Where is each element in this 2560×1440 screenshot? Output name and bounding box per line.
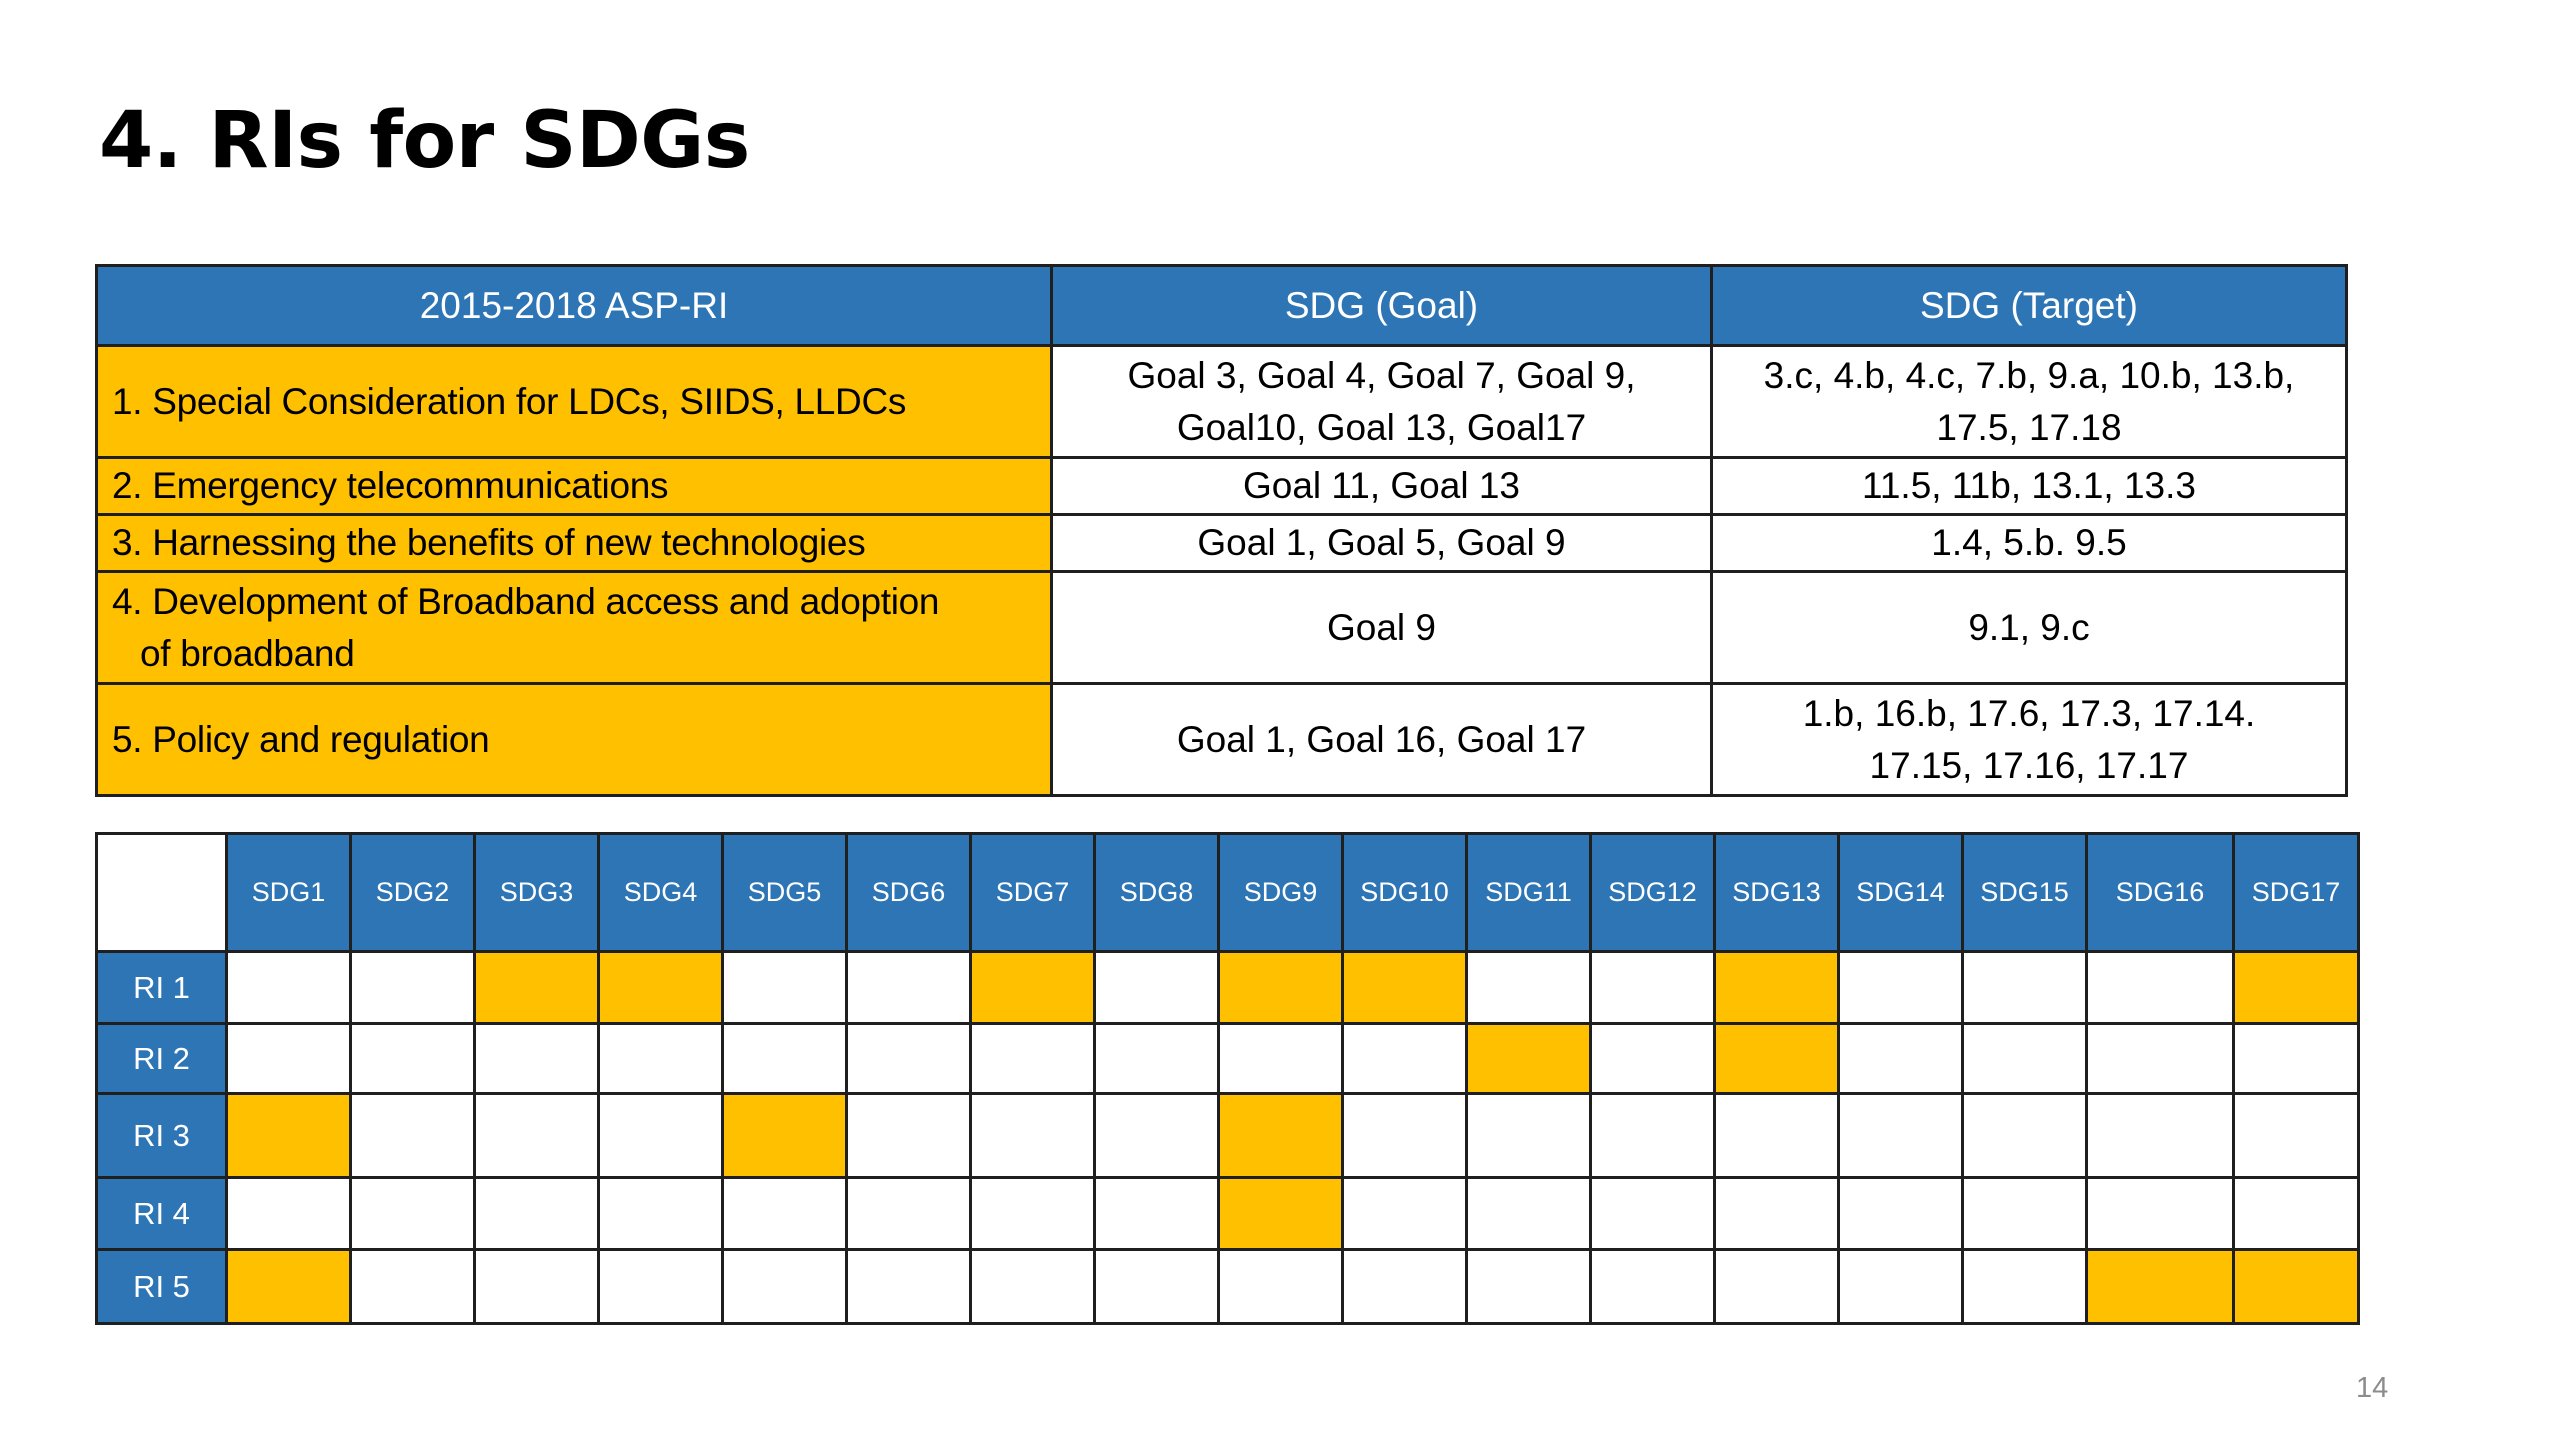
grid-row (97, 1024, 2359, 1094)
grid-cell (1715, 1178, 1839, 1250)
grid-cell (2087, 1024, 2234, 1094)
grid-column-header: SDG8 (1095, 834, 1219, 952)
grid-cell (1963, 1024, 2087, 1094)
grid-cell (971, 1094, 1095, 1178)
sdg-target-cell (1712, 346, 2347, 458)
grid-cell (599, 1178, 723, 1250)
grid-cell (1591, 952, 1715, 1024)
table-row (97, 684, 2347, 796)
header-sdg-goal: SDG (Goal) (1052, 266, 1712, 346)
sdg-target-cell: 9.1, 9.c (1712, 572, 2347, 684)
ri-name-text-continued: of broadband (140, 632, 355, 674)
grid-cell-highlighted (1219, 952, 1343, 1024)
grid-cell-highlighted (1715, 952, 1839, 1024)
grid-column-header: SDG7 (971, 834, 1095, 952)
grid-cell (1715, 1094, 1839, 1178)
grid-column-header: SDG16 (2087, 834, 2234, 952)
grid-cell (1963, 1178, 2087, 1250)
grid-cell (351, 952, 475, 1024)
grid-cell (1343, 1178, 1467, 1250)
ri-name-text: 5. Policy and regulation (112, 718, 490, 760)
grid-cell (1839, 1250, 1963, 1324)
grid-column-header: SDG12 (1591, 834, 1715, 952)
grid-cell (1839, 952, 1963, 1024)
grid-cell-highlighted (1715, 1024, 1839, 1094)
grid-cell (1467, 952, 1591, 1024)
target-line: 17.15, 17.16, 17.17 (1869, 744, 2189, 786)
table-row (97, 458, 2347, 515)
sdg-goal-cell: Goal 9 (1052, 572, 1712, 684)
grid-cell (2087, 952, 2234, 1024)
ri-name-cell (97, 346, 1052, 458)
sdg-target-cell (1712, 684, 2347, 796)
grid-cell (599, 1250, 723, 1324)
grid-cell (1343, 1250, 1467, 1324)
grid-cell (847, 1094, 971, 1178)
grid-cell (847, 1250, 971, 1324)
ri-name-text: 1. Special Consideration for LDCs, SIIDS, LLDCs (112, 380, 907, 422)
sdg-goal-cell: Goal 11, Goal 13 (1052, 458, 1712, 515)
grid-cell (1591, 1094, 1715, 1178)
grid-cell (847, 952, 971, 1024)
grid-cell (1095, 1250, 1219, 1324)
grid-cell (723, 1178, 847, 1250)
grid-row-label: RI 4 (97, 1178, 227, 1250)
grid-cell (475, 1094, 599, 1178)
grid-cell (1591, 1178, 1715, 1250)
grid-cell (2234, 1024, 2359, 1094)
grid-cell (847, 1178, 971, 1250)
grid-cell-highlighted (227, 1250, 351, 1324)
grid-row-label: RI 2 (97, 1024, 227, 1094)
grid-row-label: RI 3 (97, 1094, 227, 1178)
grid-cell (599, 1024, 723, 1094)
grid-cell (1343, 1094, 1467, 1178)
grid-column-header: SDG1 (227, 834, 351, 952)
grid-cell-highlighted (2234, 952, 2359, 1024)
grid-cell (971, 1024, 1095, 1094)
grid-cell (1963, 952, 2087, 1024)
grid-row (97, 1178, 2359, 1250)
grid-cell-highlighted (1219, 1094, 1343, 1178)
grid-cell (227, 1178, 351, 1250)
grid-cell (475, 1178, 599, 1250)
grid-cell (2234, 1094, 2359, 1178)
grid-cell-highlighted (1219, 1178, 1343, 1250)
grid-cell (723, 1250, 847, 1324)
grid-row (97, 952, 2359, 1024)
grid-column-header: SDG2 (351, 834, 475, 952)
grid-cell (971, 1178, 1095, 1250)
table-row (97, 346, 2347, 458)
ri-name-cell (97, 515, 1052, 572)
table-header-row (97, 266, 2347, 346)
target-line: 1.b, 16.b, 17.6, 17.3, 17.14. (1802, 692, 2256, 734)
sdg-goal-cell (1052, 346, 1712, 458)
grid-column-header: SDG3 (475, 834, 599, 952)
grid-cell (1839, 1094, 1963, 1178)
grid-cell (2087, 1094, 2234, 1178)
grid-row (97, 1094, 2359, 1178)
grid-cell (847, 1024, 971, 1094)
page-number: 14 (2356, 1372, 2389, 1404)
ri-sdg-mapping-grid (95, 832, 2360, 1325)
grid-cell (1591, 1250, 1715, 1324)
goal-line: Goal 3, Goal 4, Goal 7, Goal 9, (1127, 354, 1636, 396)
grid-column-header: SDG4 (599, 834, 723, 952)
grid-column-header: SDG15 (1963, 834, 2087, 952)
grid-row-label: RI 5 (97, 1250, 227, 1324)
header-sdg-target: SDG (Target) (1712, 266, 2347, 346)
grid-cell (1839, 1178, 1963, 1250)
grid-column-header: SDG14 (1839, 834, 1963, 952)
grid-cell-highlighted (227, 1094, 351, 1178)
grid-header-row (97, 834, 2359, 952)
grid-cell (351, 1250, 475, 1324)
grid-cell-highlighted (1343, 952, 1467, 1024)
grid-cell (723, 952, 847, 1024)
grid-cell (1467, 1178, 1591, 1250)
ri-name-cell (97, 572, 1052, 684)
grid-cell (475, 1250, 599, 1324)
sdg-target-cell: 1.4, 5.b. 9.5 (1712, 515, 2347, 572)
grid-column-header: SDG13 (1715, 834, 1839, 952)
grid-cell (1467, 1250, 1591, 1324)
grid-cell (2087, 1178, 2234, 1250)
grid-cell (475, 1024, 599, 1094)
grid-cell (1095, 952, 1219, 1024)
grid-cell (1839, 1024, 1963, 1094)
grid-cell (227, 952, 351, 1024)
sdg-target-cell: 11.5, 11b, 13.1, 13.3 (1712, 458, 2347, 515)
table-row (97, 515, 2347, 572)
grid-cell-highlighted (599, 952, 723, 1024)
ri-name-text: 4. Development of Broadband access and adoption (112, 580, 940, 622)
grid-column-header: SDG9 (1219, 834, 1343, 952)
grid-cell-highlighted (1467, 1024, 1591, 1094)
target-line: 3.c, 4.b, 4.c, 7.b, 9.a, 10.b, 13.b, (1763, 354, 2295, 396)
ri-name-text: 3. Harnessing the benefits of new technologies (112, 522, 866, 563)
grid-cell (1963, 1094, 2087, 1178)
grid-cell-highlighted (971, 952, 1095, 1024)
grid-cell (351, 1094, 475, 1178)
grid-cell (1963, 1250, 2087, 1324)
ri-sdg-table (95, 264, 2348, 797)
grid-cell (1591, 1024, 1715, 1094)
grid-cell (1715, 1250, 1839, 1324)
grid-column-header: SDG10 (1343, 834, 1467, 952)
grid-cell (1095, 1178, 1219, 1250)
grid-column-header: SDG11 (1467, 834, 1591, 952)
slide-title: 4. RIs for SDGs (99, 96, 750, 186)
table-row (97, 572, 2347, 684)
grid-cell (971, 1250, 1095, 1324)
ri-name-text: 2. Emergency telecommunications (112, 465, 669, 506)
grid-cell-highlighted (2234, 1250, 2359, 1324)
grid-cell (1219, 1250, 1343, 1324)
grid-cell-highlighted (2087, 1250, 2234, 1324)
grid-cell (1095, 1094, 1219, 1178)
grid-corner-cell (97, 834, 227, 952)
target-line: 17.5, 17.18 (1936, 406, 2122, 448)
grid-cell (1095, 1024, 1219, 1094)
grid-cell (1219, 1024, 1343, 1094)
grid-row (97, 1250, 2359, 1324)
grid-cell (351, 1024, 475, 1094)
grid-cell-highlighted (723, 1094, 847, 1178)
grid-column-header: SDG5 (723, 834, 847, 952)
grid-cell (599, 1094, 723, 1178)
grid-row-label: RI 1 (97, 952, 227, 1024)
grid-cell (227, 1024, 351, 1094)
grid-column-header: SDG6 (847, 834, 971, 952)
sdg-goal-cell: Goal 1, Goal 5, Goal 9 (1052, 515, 1712, 572)
grid-column-header: SDG17 (2234, 834, 2359, 952)
goal-line: Goal10, Goal 13, Goal17 (1176, 406, 1587, 448)
grid-cell (1343, 1024, 1467, 1094)
ri-name-cell (97, 684, 1052, 796)
grid-cell (351, 1178, 475, 1250)
sdg-goal-cell: Goal 1, Goal 16, Goal 17 (1052, 684, 1712, 796)
grid-cell (723, 1024, 847, 1094)
ri-name-cell (97, 458, 1052, 515)
grid-cell (2234, 1178, 2359, 1250)
header-ri: 2015-2018 ASP-RI (97, 266, 1052, 346)
grid-cell-highlighted (475, 952, 599, 1024)
grid-cell (1467, 1094, 1591, 1178)
